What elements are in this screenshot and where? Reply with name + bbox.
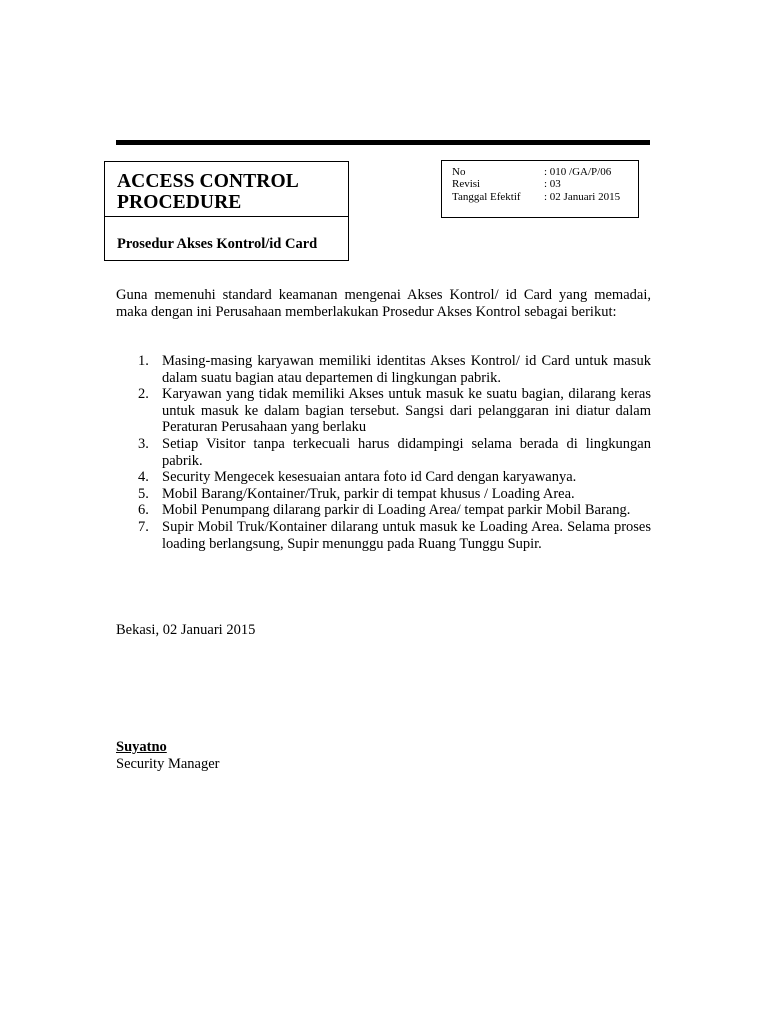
procedure-item-number: 7. bbox=[138, 518, 149, 535]
procedure-item-text: Mobil Barang/Kontainer/Truk, parkir di tempat khusus / Loading Area. bbox=[162, 485, 575, 502]
procedure-item-text: Mobil Penumpang dilarang parkir di Loading Area/ tempat parkir Mobil Barang. bbox=[162, 502, 631, 519]
procedure-item-text: Setiap Visitor tanpa terkecuali harus didampingi selama berada di lingkungan pabrik. bbox=[162, 435, 651, 469]
procedure-item-text: Karyawan yang tidak memiliki Akses untuk masuk ke suatu bagian, dilarang keras untuk masuk ke dalam bagian tersebut. Sangsi dari pelanggaran ini diatur dalam Peraturan Perusahaan yang berlaku bbox=[162, 386, 651, 436]
intro-paragraph: Guna memenuhi standard keamanan mengenai Akses Kontrol/ id Card yang memadai, maka dengan ini Perusahaan memberlakukan Prosedur Akses Kontrol sebagai berikut: bbox=[116, 287, 651, 320]
place-and-date: Bekasi, 02 Januari 2015 bbox=[116, 622, 256, 638]
title-box bbox=[104, 161, 349, 261]
procedure-item bbox=[116, 519, 651, 552]
info-label: Tanggal Efektif bbox=[452, 191, 521, 203]
document-title: ACCESS CONTROL PROCEDURE bbox=[117, 171, 298, 213]
procedure-list bbox=[116, 353, 651, 552]
procedure-item-number: 6. bbox=[138, 502, 149, 519]
procedure-item-text: Supir Mobil Truk/Kontainer dilarang untuk masuk ke Loading Area. Selama proses loading berlangsung, Supir menunggu pada Ruang Tunggu Supir. bbox=[162, 518, 651, 552]
procedure-item bbox=[116, 386, 651, 436]
procedure-item-number: 5. bbox=[138, 485, 149, 502]
procedure-item bbox=[116, 469, 651, 486]
header-rule bbox=[116, 140, 650, 145]
info-label: No bbox=[452, 166, 466, 178]
procedure-item-number: 1. bbox=[138, 353, 149, 369]
procedure-item bbox=[116, 436, 651, 469]
signer-name: Suyatno bbox=[116, 739, 167, 755]
procedure-item bbox=[116, 353, 651, 386]
info-value: : 02 Januari 2015 bbox=[544, 191, 621, 203]
procedure-item-number: 3. bbox=[138, 435, 149, 452]
procedure-item bbox=[116, 502, 651, 519]
info-value: : 03 bbox=[544, 178, 561, 190]
procedure-item-text: Masing-masing karyawan memiliki identitas Akses Kontrol/ id Card untuk masuk dalam suatu bagian atau departemen di lingkungan pabrik. bbox=[162, 353, 651, 386]
document-subtitle: Prosedur Akses Kontrol/id Card bbox=[117, 236, 318, 252]
info-label: Revisi bbox=[452, 178, 481, 190]
info-row-effective-date bbox=[452, 191, 637, 203]
info-row-revision bbox=[452, 178, 637, 190]
info-row-number bbox=[452, 166, 637, 178]
procedure-item-number: 2. bbox=[138, 386, 149, 403]
procedure-item-number: 4. bbox=[138, 469, 149, 486]
info-value: : 010 /GA/P/06 bbox=[544, 166, 612, 178]
title-divider bbox=[105, 216, 348, 217]
procedure-item bbox=[116, 486, 651, 503]
procedure-item-text: Security Mengecek kesesuaian antara foto id Card dengan karyawanya. bbox=[162, 469, 577, 486]
signer-title: Security Manager bbox=[116, 756, 220, 772]
document-info-box bbox=[441, 160, 639, 218]
